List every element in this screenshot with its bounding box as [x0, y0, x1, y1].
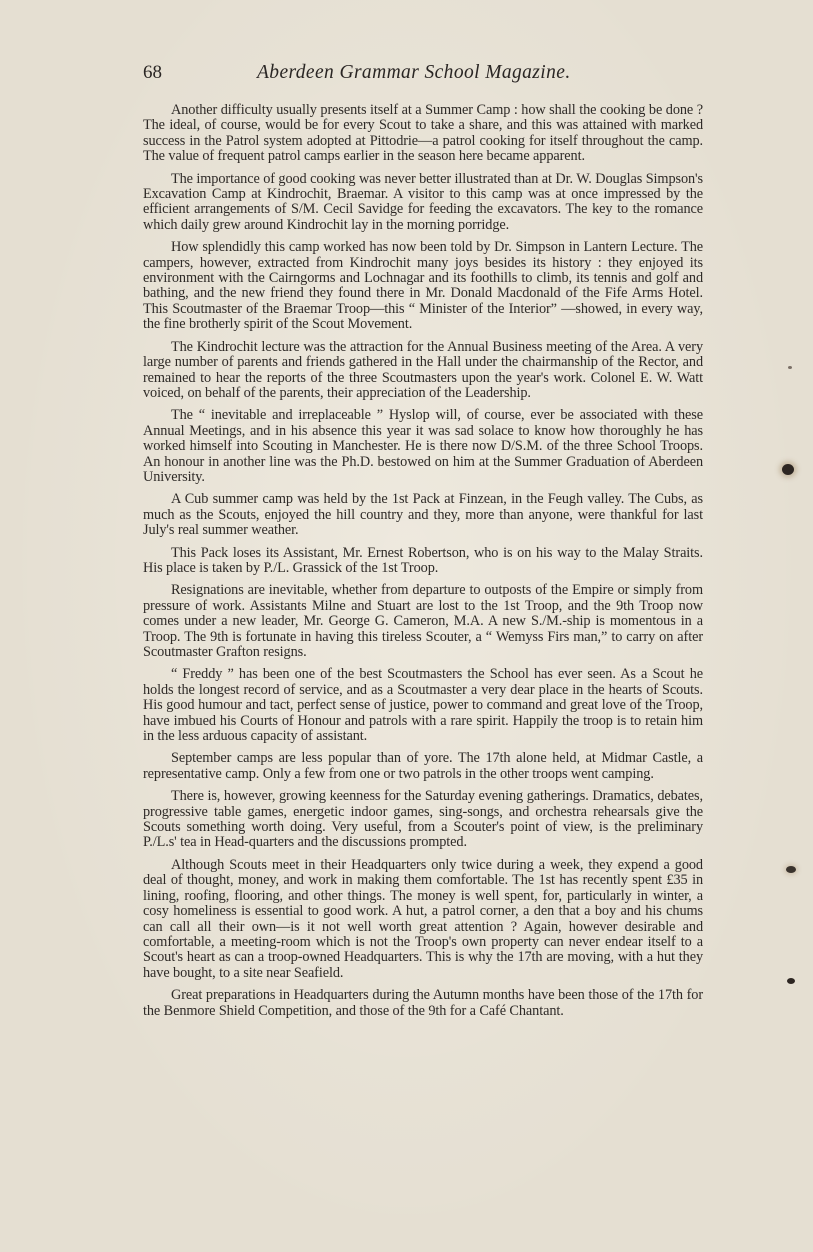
- page-number: 68: [143, 62, 162, 83]
- paragraph-headquarters: Although Scouts meet in their Headquarters only twice during a week, they expend a good deal of thought, money, and work in making them comfortable. The 1st has recently spent £35 in lining, roofing, flooring, and other things. The money is well spent, for, particularly in winter, a cosy homeliness is essential to good work. A hut, a patrol corner, a den that a boy and his chums can call all their own—is it not well worth great attention ? Again, however desirable and comfortable, a meeting-room which is not the Troop's own property can never endear itself to a Scout's heart as can a troop-owned Headquarters. This is why the 17th are moving, with a hut they have bought, to a site near Seafield.: [143, 856, 703, 981]
- page-header: [143, 62, 703, 92]
- paragraph-freddy: “ Freddy ” has been one of the best Scoutmasters the School has ever seen. As a Scout he holds the longest record of service, and as a Scoutmaster a very dear place in the hearts of Scouts. His good humour and tact, perfect sense of justice, power to command and great love of the Troop, have imbued his Courts of Honour and patrols with a rare spirit. Happily the troop is to retain him in the less arduous capacity of assistant.: [143, 666, 703, 745]
- paragraph-cub-camp: A Cub summer camp was held by the 1st Pack at Finzean, in the Feugh valley. The Cubs, as much as the Scouts, enjoyed the hill country and they, more than anyone, were thankful for last July's real summer weather.: [143, 491, 703, 539]
- paragraph-cooking: Another difficulty usually presents itself at a Summer Camp : how shall the cooking be done ? The ideal, of course, would be for every Scout to take a share, and this was attained with marked success in the Patrol system adopted at Pittodrie—a patrol cooking for itself throughout the camp. The value of frequent patrol camps earlier in the season here became apparent.: [143, 102, 703, 165]
- paragraph-hyslop: The “ inevitable and irreplaceable ” Hyslop will, of course, ever be associated with these Annual Meetings, and in his absence this year it was sad solace to know how thoroughly he has worked himself into Scouting in Manchester. He is there now D/S.M. of the three School Troops. An honour in another line was the Ph.D. bestowed on him at the Summer Graduation of Aberdeen University.: [143, 407, 703, 485]
- paragraph-annual-meeting: The Kindrochit lecture was the attraction for the Annual Business meeting of the Area. A very large number of parents and friends gathered in the Hall under the chairmanship of the Rector, and remained to hear the reports of the three Scoutmasters upon the year's work. Colonel E. W. Watt voiced, on behalf of the parents, their appreciation of the Leadership.: [143, 338, 703, 401]
- margin-spot: [787, 978, 795, 984]
- article-body: [143, 103, 703, 1026]
- paragraph-saturday-gatherings: There is, however, growing keenness for the Saturday evening gatherings. Dramatics, debates, progressive table games, energetic indoor games, sing-songs, and orchestra rehearsals give the Scouts something worth doing. Very useful, from a Scouter's point of view, is the preliminary P./L.s' tea in Head-quarters and the discussions prompted.: [143, 788, 703, 851]
- paragraph-pack-assistant: This Pack loses its Assistant, Mr. Ernest Robertson, who is on his way to the Malay Straits. His place is taken by P./L. Grassick of the 1st Troop.: [143, 544, 703, 576]
- paragraph-september-camps: September camps are less popular than of yore. The 17th alone held, at Midmar Castle, a representative camp. Only a few from one or two patrols in the other troops went camping.: [143, 750, 703, 782]
- paragraph-lantern-lecture: How splendidly this camp worked has now been told by Dr. Simpson in Lantern Lecture. The campers, however, extracted from Kindrochit many joys besides its history : they enjoyed its environment with the Cairngorms and Lochnagar and its foothills to climb, its tennis and golf and bathing, and the new friend they found there in Mr. Donald Macdonald of the Fife Arms Hotel. This Scoutmaster of the Braemar Troop—this “ Minister of the Interior” —showed, in every way, the fine brotherly spirit of the Scout Movement.: [143, 239, 703, 333]
- paragraph-kindrochit-camp: The importance of good cooking was never better illustrated than at Dr. W. Douglas Simpson's Excavation Camp at Kindrochit, Braemar. A visitor to this camp was at once impressed by the efficient arrangements of S/M. Cecil Savidge for feeding the excavators. The key to the romance which daily grew around Kindrochit lay in the morning porridge.: [143, 170, 703, 233]
- margin-spot: [782, 464, 794, 475]
- margin-spot: [788, 366, 792, 369]
- running-title: Aberdeen Grammar School Magazine.: [257, 62, 571, 83]
- paragraph-preparations: Great preparations in Headquarters during the Autumn months have been those of the 17th for the Benmore Shield Competition, and those of the 9th for a Café Chantant.: [143, 987, 703, 1019]
- margin-spot: [786, 866, 796, 873]
- paragraph-resignations: Resignations are inevitable, whether from departure to outposts of the Empire or simply from pressure of work. Assistants Milne and Stuart are lost to the 1st Troop, and the 9th Troop now comes under a new leader, Mr. George G. Cameron, M.A. A new S./M.-ship is momentous in a Troop. The 9th is fortunate in having this tireless Scouter, a “ Wemyss Firs man,” to carry on after Scoutmaster Grafton resigns.: [143, 582, 703, 660]
